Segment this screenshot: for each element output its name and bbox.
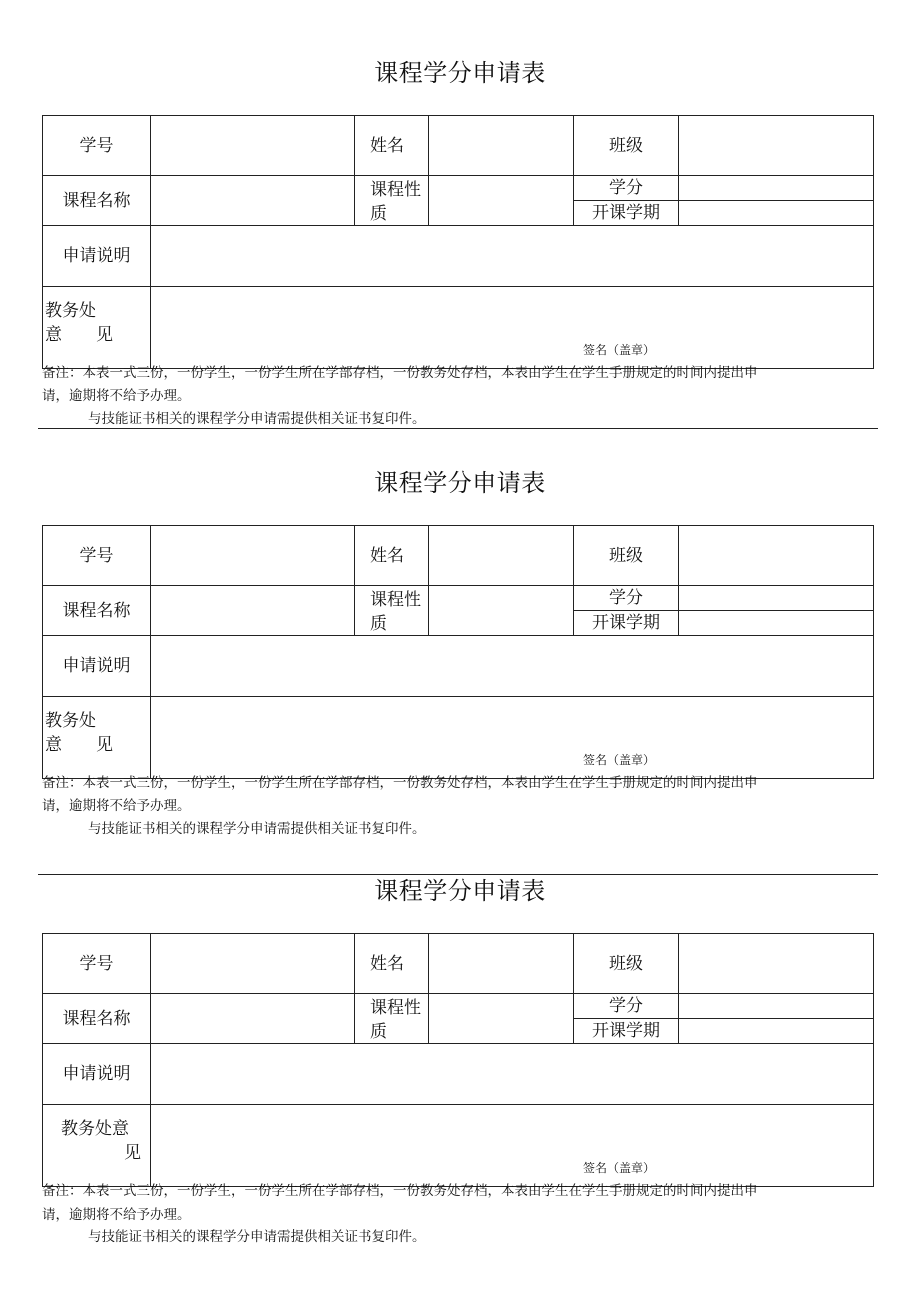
course-name-label: 课程名称 [62,1009,131,1029]
student-id-label: 学号 [79,546,114,566]
application-field[interactable] [151,636,873,696]
signature-label: 签名（盖章） [583,343,656,357]
class-field[interactable] [679,934,873,993]
signature-label: 签名（盖章） [583,1161,656,1175]
application-table [42,115,874,369]
application-field[interactable] [151,226,873,286]
semester-label: 开课学期 [592,613,660,633]
course-type-field[interactable] [429,586,573,635]
semester-field[interactable] [679,1019,873,1043]
class-label: 班级 [609,136,643,156]
class-label: 班级 [609,546,643,566]
office-opinion-label: 教务处意 [61,1119,129,1139]
credit-label: 学分 [609,996,643,1016]
form-title: 课程学分申请表 [374,877,546,905]
note-line: 请，逾期将不给予办理。 [42,1207,191,1223]
credit-field[interactable] [679,586,873,610]
note-line: 备注：本表一式三份，一份学生，一份学生所在学部存档，一份教务处存档，本表由学生在学生手册规定的时间内提出申 [42,365,758,381]
course-type-label: 课程性 [370,590,421,610]
credit-field[interactable] [679,994,873,1018]
credit-label: 学分 [609,178,643,198]
course-type-label: 课程性 [370,180,421,200]
office-opinion-label-cont: 意 见 [45,735,113,755]
class-label: 班级 [609,954,643,974]
student-id-field[interactable] [151,526,354,585]
course-type-field[interactable] [429,176,573,225]
office-opinion-field[interactable] [151,697,873,778]
course-type-label: 课程性 [370,998,421,1018]
application-label: 申请说明 [62,656,131,676]
office-opinion-label: 教务处 [45,711,96,731]
student-id-field[interactable] [151,934,354,993]
office-opinion-field[interactable] [151,287,873,368]
course-name-label: 课程名称 [62,601,131,621]
application-field[interactable] [151,1044,873,1104]
semester-field[interactable] [679,201,873,225]
student-id-label: 学号 [79,136,114,156]
name-field[interactable] [429,526,573,585]
name-label: 姓名 [370,136,404,156]
note-line: 请，逾期将不给予办理。 [42,388,191,404]
semester-field[interactable] [679,611,873,635]
separator-line [38,428,878,429]
name-field[interactable] [429,934,573,993]
semester-label: 开课学期 [592,203,660,223]
signature-label: 签名（盖章） [583,753,656,767]
course-type-label-cont: 质 [370,614,387,634]
note-line: 请，逾期将不给予办理。 [42,798,191,814]
course-name-field[interactable] [151,586,354,635]
separator-line [38,874,878,875]
student-id-label: 学号 [79,954,114,974]
name-label: 姓名 [370,546,404,566]
office-opinion-label-cont: 见 [124,1143,141,1163]
class-field[interactable] [679,526,873,585]
course-type-label-cont: 质 [370,204,387,224]
office-opinion-label: 教务处 [45,301,96,321]
name-field[interactable] [429,116,573,175]
name-label: 姓名 [370,954,404,974]
course-type-field[interactable] [429,994,573,1043]
note-line: 备注：本表一式三份，一份学生，一份学生所在学部存档，一份教务处存档，本表由学生在学生手册规定的时间内提出申 [42,775,758,791]
course-name-field[interactable] [151,994,354,1043]
course-name-label: 课程名称 [62,191,131,211]
class-field[interactable] [679,116,873,175]
semester-label: 开课学期 [592,1021,660,1041]
note-line: 与技能证书相关的课程学分申请需提供相关证书复印件。 [88,411,426,427]
form-title: 课程学分申请表 [374,59,546,87]
student-id-field[interactable] [151,116,354,175]
course-type-label-cont: 质 [370,1022,387,1042]
application-label: 申请说明 [62,1064,131,1084]
note-line: 与技能证书相关的课程学分申请需提供相关证书复印件。 [88,821,426,837]
application-label: 申请说明 [62,246,131,266]
office-opinion-label-cont: 意 见 [45,325,113,345]
credit-label: 学分 [609,588,643,608]
application-table [42,525,874,779]
note-line: 备注：本表一式三份，一份学生，一份学生所在学部存档，一份教务处存档，本表由学生在学生手册规定的时间内提出申 [42,1183,758,1199]
office-opinion-field[interactable] [151,1105,873,1186]
form-title: 课程学分申请表 [374,469,546,497]
application-table [42,933,874,1187]
course-name-field[interactable] [151,176,354,225]
note-line: 与技能证书相关的课程学分申请需提供相关证书复印件。 [88,1229,426,1245]
credit-field[interactable] [679,176,873,200]
